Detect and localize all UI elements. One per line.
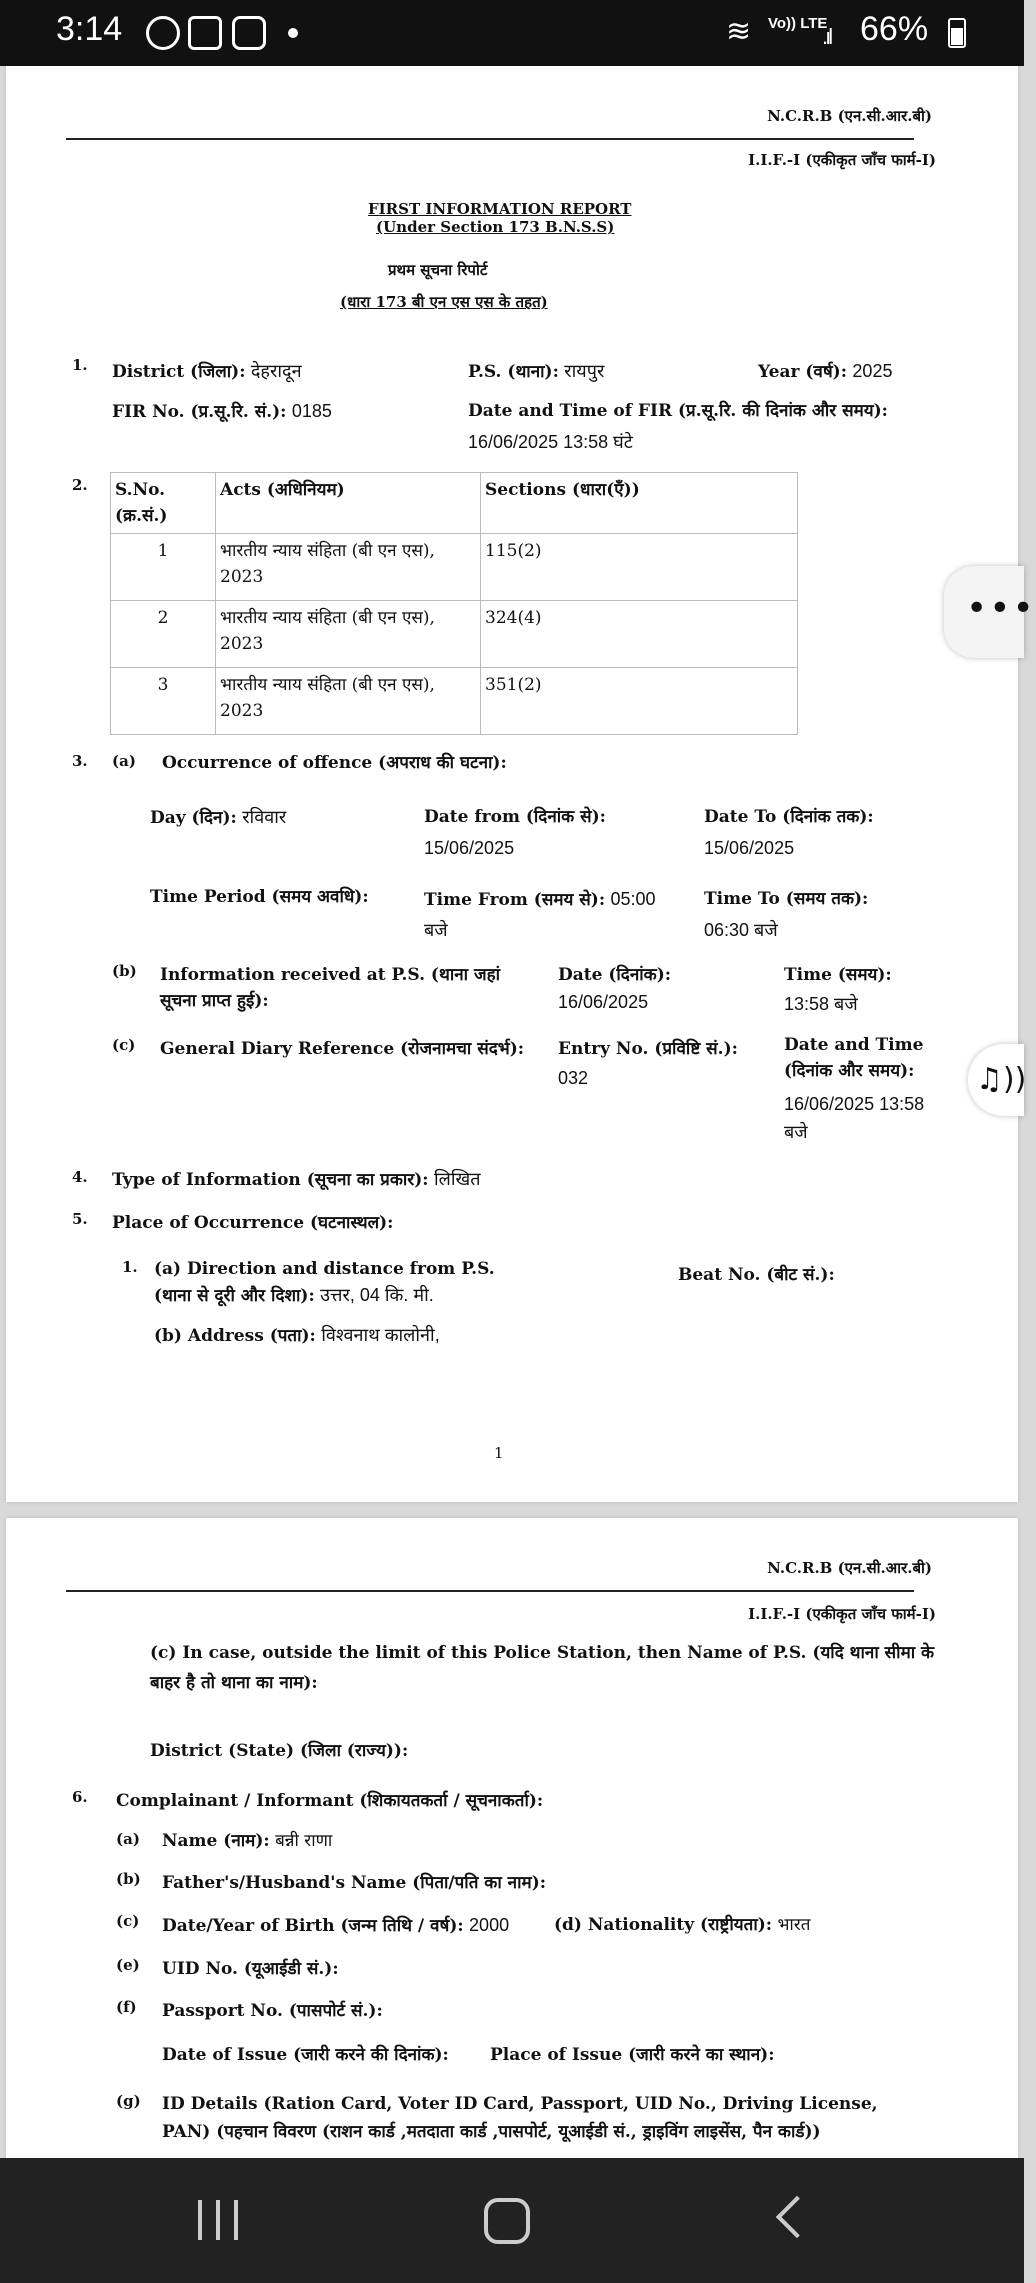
info-date-label: Date (दिनांक): [558, 965, 672, 985]
time-from-unit: बजे [424, 920, 448, 940]
nationality-label: (d) Nationality (राष्ट्रीयता): [554, 1915, 773, 1935]
header-divider [66, 138, 914, 140]
dob-label: Date/Year of Birth (जन्म तिथि / वर्ष): [162, 1916, 464, 1936]
info-type-field [112, 1166, 481, 1193]
network-indicator: Vo)) LTE [768, 15, 828, 32]
column-header-sections: Sections (धारा(एँ)) [481, 473, 798, 534]
ncrb-header: N.C.R.B (एन.सी.आर.बी) [767, 107, 932, 125]
header-divider [66, 1590, 914, 1592]
ps-value: रायपुर [564, 361, 605, 381]
uid-label: UID No. (यूआईडी सं.): [162, 1959, 339, 1979]
day-field [150, 804, 286, 831]
section-number: 5. [72, 1210, 88, 1228]
date-to-label: Date To (दिनांक तक): [704, 807, 874, 827]
table-cell-sno: 2 [111, 601, 216, 668]
subsection-label: (g) [116, 2092, 141, 2110]
battery-percent: 66% [860, 10, 929, 48]
year-label: Year (वर्ष): [758, 362, 848, 382]
more-dots-icon: ••• [966, 588, 1036, 629]
ncrb-header: N.C.R.B (एन.सी.आर.बी) [767, 1559, 932, 1577]
fir-field [112, 398, 332, 425]
notification-dot-icon [288, 28, 298, 38]
place-of-issue-label: Place of Issue (जारी करने का स्थान): [490, 2045, 775, 2065]
fir-label: FIR No. (प्र.सू.रि. सं.): [112, 402, 287, 422]
date-of-issue-label: Date of Issue (जारी करने की दिनांक): [162, 2045, 449, 2065]
time-to-value: 06:30 बजे [704, 920, 778, 940]
district-state-label: District (State) (जिला (राज्य)): [150, 1741, 409, 1761]
direction-field [154, 1282, 434, 1309]
document-page-1 [6, 66, 1018, 1502]
fir-datetime-value: 16/06/2025 13:58 घंटे [468, 432, 633, 452]
address-value: विश्वनाथ कालोनी, [321, 1325, 440, 1345]
document-page-2 [6, 1518, 1018, 2158]
district-value: देहरादून [250, 361, 302, 381]
back-icon[interactable] [776, 2196, 818, 2238]
shield-app-icon [232, 16, 266, 50]
title-hi: प्रथम सूचना रिपोर्ट [388, 261, 488, 279]
table-header-row [111, 473, 798, 534]
gd-datetime-label: Date and Time (दिनांक और समय): [784, 1035, 924, 1081]
subsection-label: (b) [116, 1870, 141, 1888]
info-type-label: Type of Information (सूचना का प्रकार): [112, 1170, 429, 1190]
subsection-label: (a) [112, 752, 136, 770]
name-value: बन्नी राणा [275, 1831, 333, 1851]
subsection-label: (b) [112, 962, 137, 980]
gallery-icon [188, 16, 222, 50]
year-value: 2025 [852, 361, 893, 381]
whatsapp-icon [146, 16, 180, 50]
table-cell-section: 324(4) [481, 601, 798, 668]
subsection-label: (e) [116, 1956, 140, 1974]
title-en: FIRST INFORMATION REPORT [368, 200, 632, 218]
column-header-acts: Acts (अधिनियम) [216, 473, 481, 534]
wifi-icon: ≋ [726, 14, 752, 49]
status-time: 3:14 [56, 10, 123, 48]
signal-icon: .ıl [822, 24, 831, 49]
more-options-button[interactable] [944, 566, 1036, 658]
ps-label: P.S. (थाना): [468, 362, 559, 382]
id-details-label: ID Details (Ration Card, Voter ID Card, Passport, UID No., Driving License, PAN) (पहचान विवरण (राशन कार्ड ,मतदाता कार्ड ,पासपोर्ट, यूआईडी सं., ड्राइविंग लाइसेंस, पैन कार्ड)) [162, 2094, 878, 2142]
section-number: 6. [72, 1788, 88, 1806]
gd-datetime-value: 16/06/2025 13:58 बजे [784, 1094, 925, 1142]
info-received-label: Information received at P.S. (थाना जहां सूचना प्राप्त हुई): [160, 965, 501, 1011]
direction-label: (a) Direction and distance from P.S. [154, 1259, 495, 1279]
iif-header: I.I.F.-I (एकीकृत जाँच फार्म-I) [748, 1605, 936, 1623]
direction-label-hi: (थाना से दूरी और दिशा): [154, 1286, 315, 1306]
page-number: 1 [494, 1444, 504, 1462]
nationality-field [554, 1912, 810, 1938]
day-value: रविवार [242, 807, 287, 827]
subsection-label: (f) [116, 1998, 137, 2016]
time-period-label: Time Period (समय अवधि): [150, 887, 369, 907]
info-type-value: लिखित [433, 1169, 481, 1189]
recent-apps-icon[interactable] [196, 2200, 240, 2242]
ps-field [468, 358, 604, 385]
address-label: (b) Address (पता): [154, 1326, 316, 1346]
section-number: 1. [72, 356, 88, 374]
time-from-field [424, 886, 656, 913]
info-time-label: Time (समय): [784, 965, 892, 985]
dob-value: 2000 [469, 1915, 510, 1935]
table-cell-act: भारतीय न्याय संहिता (बी एन एस), 2023 [216, 534, 481, 601]
subsection-label: (c) [116, 1912, 140, 1930]
table-cell-section: 115(2) [481, 534, 798, 601]
section-number: 4. [72, 1168, 88, 1186]
date-from-value: 15/06/2025 [424, 838, 515, 858]
subsection-label: (c) [112, 1036, 136, 1054]
entry-no-label: Entry No. (प्रविष्टि सं.): [558, 1039, 738, 1059]
status-bar [0, 0, 1024, 66]
date-from-label: Date from (दिनांक से): [424, 807, 606, 827]
gd-reference-label: General Diary Reference (रोजनामचा संदर्भ): [160, 1039, 525, 1059]
column-header-sno: S.No. (क्र.सं.) [111, 473, 216, 534]
table-cell-sno: 3 [111, 668, 216, 735]
name-label: Name (नाम): [162, 1831, 270, 1851]
table-cell-section: 351(2) [481, 668, 798, 735]
district-field [112, 358, 302, 385]
acts-table [110, 472, 798, 735]
table-row [111, 534, 798, 601]
title-en-sub: (Under Section 173 B.N.S.S) [376, 218, 615, 236]
section-number: 3. [72, 752, 88, 770]
date-to-value: 15/06/2025 [704, 838, 795, 858]
table-cell-sno: 1 [111, 534, 216, 601]
audio-icon: ♫)) [976, 1062, 1027, 1097]
home-icon[interactable] [484, 2198, 530, 2244]
subsection-label: (a) [116, 1830, 140, 1848]
title-hi-sub: (धारा 173 बी एन एस एस के तहत) [340, 293, 548, 311]
name-field [162, 1828, 332, 1854]
father-name-label: Father's/Husband's Name (पिता/पति का नाम): [162, 1873, 547, 1893]
fir-value: 0185 [291, 401, 332, 421]
table-cell-act: भारतीय न्याय संहिता (बी एन एस), 2023 [216, 601, 481, 668]
day-label: Day (दिन): [150, 808, 237, 828]
direction-value: उत्तर, 04 कि. मी. [320, 1285, 434, 1305]
district-label: District (जिला): [112, 362, 246, 382]
info-date-value: 16/06/2025 [558, 992, 649, 1012]
complainant-title: Complainant / Informant (शिकायतकर्ता / सूचनाकर्ता): [116, 1791, 544, 1811]
battery-icon [948, 18, 966, 48]
entry-no-value: 032 [558, 1068, 589, 1088]
place-occurrence-label: Place of Occurrence (घटनास्थल): [112, 1213, 394, 1233]
outside-ps-label: (c) In case, outside the limit of this Police Station, then Name of P.S. (यदि थाना सीमा के बाहर है तो थाना का नाम): [150, 1643, 935, 1693]
section-number: 2. [72, 476, 88, 494]
beat-no-label: Beat No. (बीट सं.): [678, 1265, 835, 1285]
year-field [758, 358, 892, 385]
time-from-value: 05:00 [610, 889, 656, 909]
table-row [111, 668, 798, 735]
info-time-value: 13:58 बजे [784, 994, 858, 1014]
passport-label: Passport No. (पासपोर्ट सं.): [162, 2001, 383, 2021]
occurrence-title: Occurrence of offence (अपराध की घटना): [162, 753, 507, 773]
fir-datetime-label: Date and Time of FIR (प्र.सू.रि. की दिनांक और समय): [468, 401, 888, 421]
item-number: 1. [122, 1258, 138, 1276]
iif-header: I.I.F.-I (एकीकृत जाँच फार्म-I) [748, 151, 936, 169]
table-cell-act: भारतीय न्याय संहिता (बी एन एस), 2023 [216, 668, 481, 735]
table-row [111, 601, 798, 668]
time-to-label: Time To (समय तक): [704, 889, 869, 909]
time-from-label: Time From (समय से): [424, 890, 606, 910]
address-field [154, 1322, 440, 1349]
nationality-value: भारत [777, 1915, 811, 1935]
dob-field [162, 1912, 509, 1939]
navigation-bar [0, 2158, 1024, 2283]
